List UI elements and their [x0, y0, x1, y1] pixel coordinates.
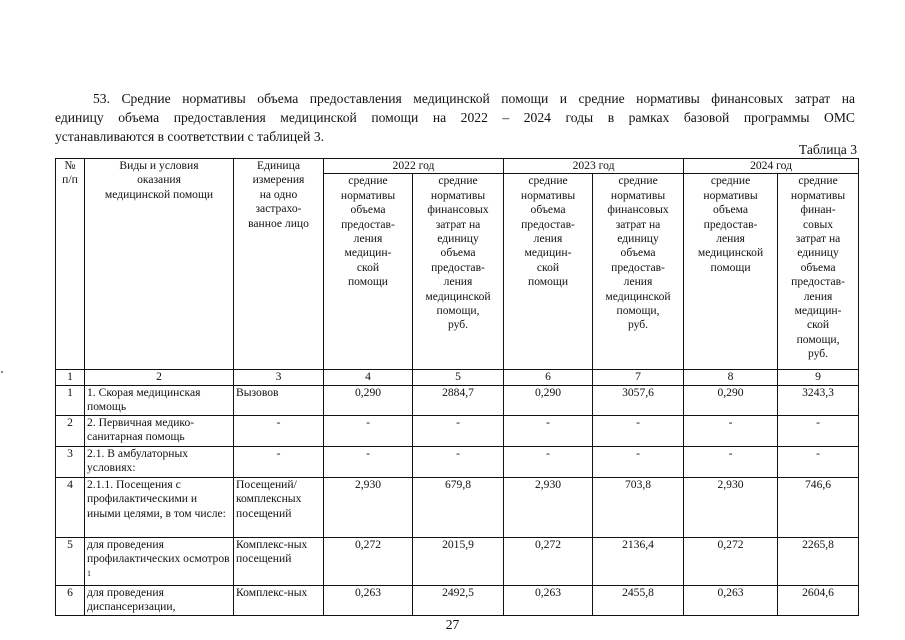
row-volume-2022: 0,290 [324, 385, 413, 415]
page-number: 27 [445, 617, 460, 632]
row-finance-2022: 2884,7 [413, 385, 504, 415]
row-unit: Комплекс-ных [234, 585, 324, 615]
row-finance-2024: 746,6 [778, 477, 859, 537]
row-finance-2024: 2604,6 [778, 585, 859, 615]
header-finance-2023: средние нормативы финансовых затрат на единицу объема предостав- ления медицинской помощи, руб. [593, 174, 684, 370]
header-unit: Единица измерения на одно застрахо- ванное лицо [234, 159, 324, 370]
row-volume-2024: 0,272 [684, 537, 778, 585]
row-volume-2024: 0,290 [684, 385, 778, 415]
row-finance-2022: - [413, 415, 504, 446]
row-finance-2024: - [778, 446, 859, 477]
row-volume-2024: - [684, 415, 778, 446]
column-number: 6 [504, 370, 593, 385]
row-volume-2022: 2,930 [324, 477, 413, 537]
header-num: № п/п [56, 159, 85, 370]
table-row [56, 415, 859, 446]
row-num: 3 [56, 446, 85, 477]
row-volume-2023: - [504, 446, 593, 477]
row-finance-2023: 3057,6 [593, 385, 684, 415]
row-num: 1 [56, 385, 85, 415]
column-number: 5 [413, 370, 504, 385]
row-volume-2022: 0,263 [324, 585, 413, 615]
column-numbers-row [56, 370, 859, 385]
row-kind: 2. Первичная медико-санитарная помощь [85, 415, 234, 446]
row-finance-2022: - [413, 446, 504, 477]
header-row-years [56, 159, 859, 174]
row-volume-2024: 0,263 [684, 585, 778, 615]
row-volume-2023: 0,290 [504, 385, 593, 415]
row-finance-2023: 2136,4 [593, 537, 684, 585]
row-volume-2022: - [324, 446, 413, 477]
header-volume-2022: средние нормативы объема предостав- ления медицин- ской помощи [324, 174, 413, 370]
row-kind-cell [85, 537, 234, 585]
table-row [56, 446, 859, 477]
row-finance-2023: - [593, 415, 684, 446]
table-row [56, 537, 859, 585]
row-finance-2022: 2015,9 [413, 537, 504, 585]
row-volume-2023: - [504, 415, 593, 446]
row-unit: Вызовов [234, 385, 324, 415]
header-finance-2022: средние нормативы финансовых затрат на единицу объема предостав- ления медицинской помощи, руб. [413, 174, 504, 370]
row-unit: Посещений/ комплексных посещений [234, 477, 324, 537]
row-volume-2023: 0,272 [504, 537, 593, 585]
row-kind: 1. Скорая медицинская помощь [85, 385, 234, 415]
row-num: 5 [56, 537, 85, 585]
header-year-2022: 2022 год [324, 159, 504, 174]
header-finance-2024: средние нормативы финан- совых затрат на единицу объема предостав- ления медицин- ской помощи, руб. [778, 174, 859, 370]
column-number: 3 [234, 370, 324, 385]
intro-paragraph [55, 89, 855, 146]
column-number: 4 [324, 370, 413, 385]
row-kind: для проведения профилактических осмотров [87, 537, 230, 566]
row-kind: 2.1.1. Посещения с профилактическими и иными целями, в том числе: [85, 477, 234, 537]
row-unit: Комплекс-ных посещений [234, 537, 324, 585]
paragraph-line-2: единицу объема предоставления медицинской помощи на 2022 – 2024 годы в рамках базовой программы ОМС [55, 110, 855, 125]
normatives-table [55, 158, 859, 616]
table-row [56, 585, 859, 615]
row-volume-2024: - [684, 446, 778, 477]
column-number: 8 [684, 370, 778, 385]
row-num: 6 [56, 585, 85, 615]
header-year-2024: 2024 год [684, 159, 859, 174]
column-number: 2 [85, 370, 234, 385]
table-row [56, 385, 859, 415]
row-volume-2023: 2,930 [504, 477, 593, 537]
row-finance-2024: - [778, 415, 859, 446]
row-kind: 2.1. В амбулаторных условиях: [85, 446, 234, 477]
header-volume-2024: средние нормативы объема предостав- ления медицинской помощи [684, 174, 778, 370]
row-num: 2 [56, 415, 85, 446]
row-finance-2023: 2455,8 [593, 585, 684, 615]
row-volume-2023: 0,263 [504, 585, 593, 615]
row-volume-2022: - [324, 415, 413, 446]
column-number: 7 [593, 370, 684, 385]
row-unit: - [234, 446, 324, 477]
row-finance-2024: 2265,8 [778, 537, 859, 585]
column-number: 1 [56, 370, 85, 385]
table-caption: Таблица 3 [798, 142, 857, 157]
row-finance-2023: 703,8 [593, 477, 684, 537]
row-finance-2023: - [593, 446, 684, 477]
header-volume-2023: средние нормативы объема предостав- ления медицин- ской помощи [504, 174, 593, 370]
row-volume-2024: 2,930 [684, 477, 778, 537]
row-volume-2022: 0,272 [324, 537, 413, 585]
header-kinds: Виды и условия оказания медицинской помощи [85, 159, 234, 370]
column-number: 9 [778, 370, 859, 385]
row-finance-2022: 2492,5 [413, 585, 504, 615]
scan-speck [1, 371, 3, 373]
row-unit: - [234, 415, 324, 446]
paragraph-line-1: 53. Средние нормативы объема предоставления медицинской помощи и средние нормативы финансовых затрат на [93, 91, 855, 106]
row-finance-2024: 3243,3 [778, 385, 859, 415]
row-kind: для проведения диспансеризации, [85, 585, 234, 615]
row-num: 4 [56, 477, 85, 537]
row-finance-2022: 679,8 [413, 477, 504, 537]
header-year-2023: 2023 год [504, 159, 684, 174]
footnote-mark: 1 [87, 568, 91, 578]
table-row [56, 477, 859, 537]
paragraph-line-3: устанавливаются в соответствии с таблицей 3. [55, 129, 325, 144]
